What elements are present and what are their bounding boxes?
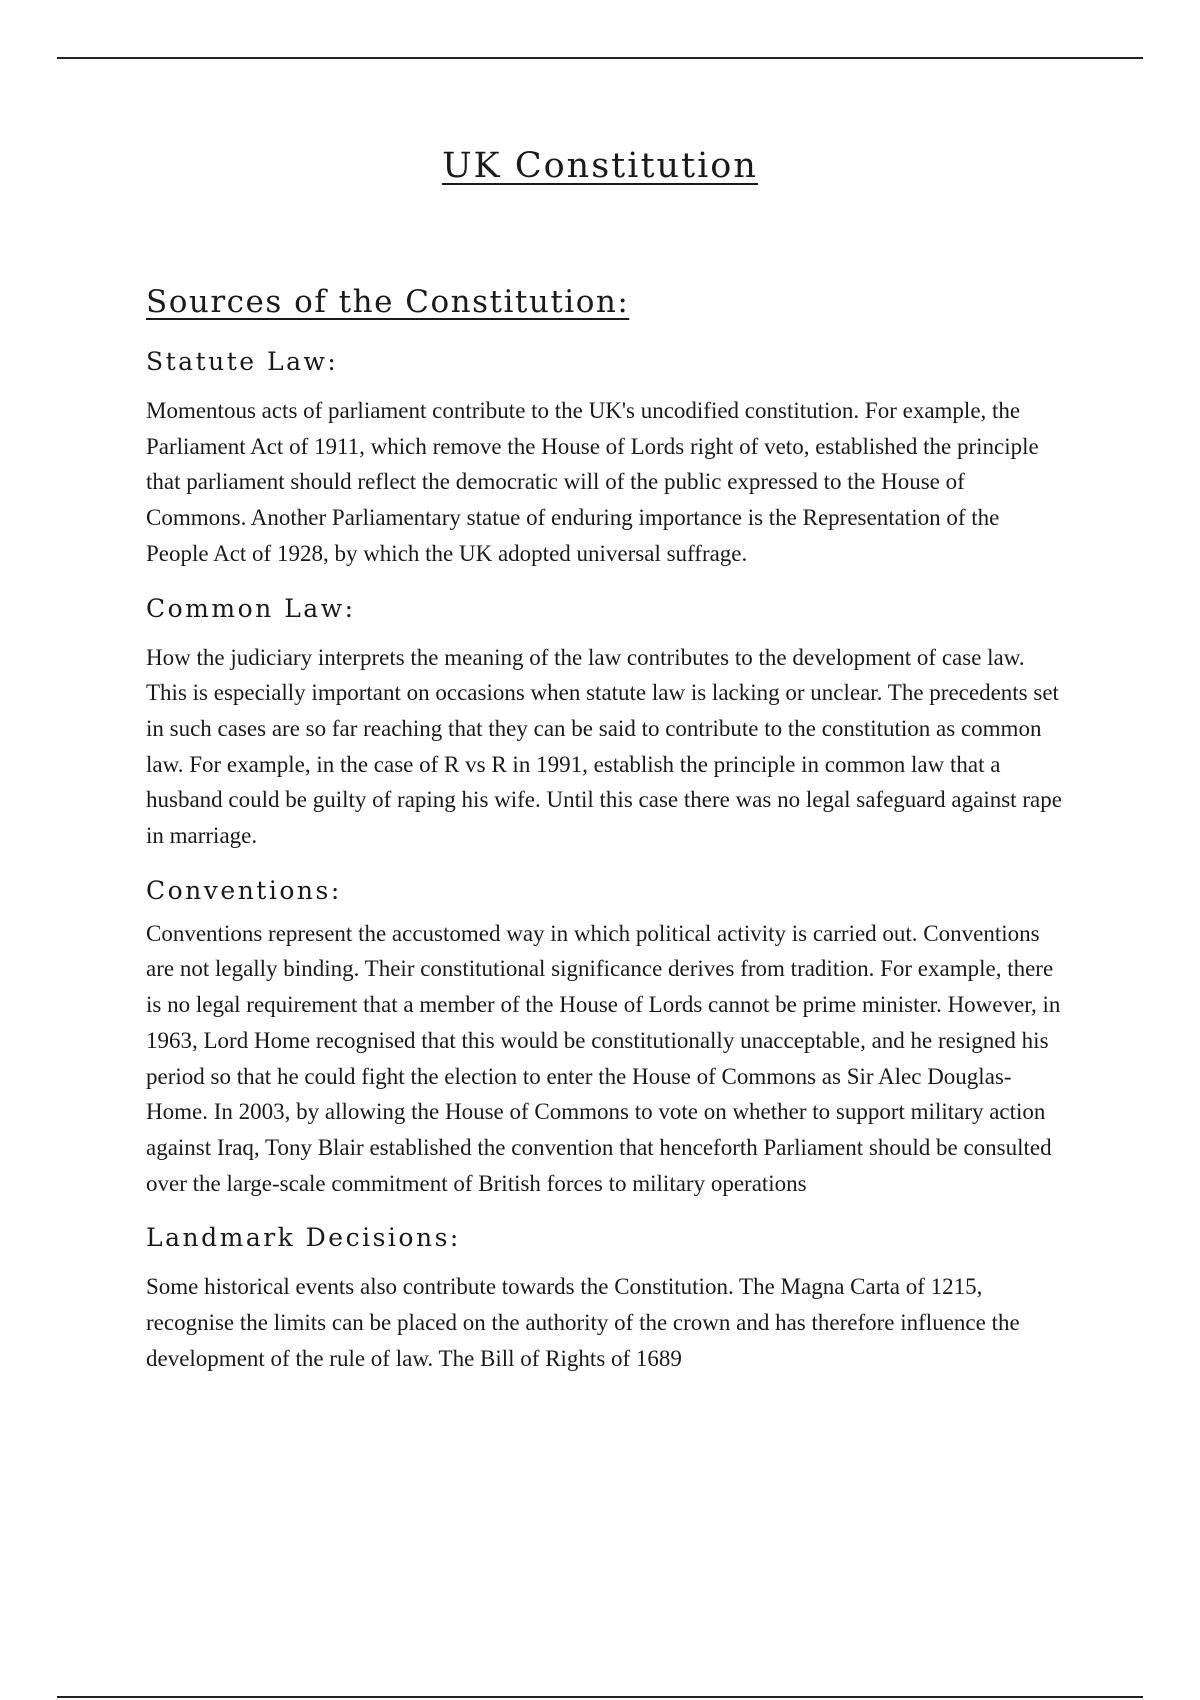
top-rule [57,57,1143,59]
subheading-statute-law: Statute Law: [146,347,339,376]
document-title-text: UK Constitution [442,146,758,186]
paragraph-landmark-decisions: Some historical events also contribute towards the Constitution. The Magna Carta of 1215, recognise the limits can be placed on the authority of the crown and has therefore influence the development of the rule of law. The Bill of Rights of 1689 [146,1274,1020,1371]
section-heading [146,274,1066,330]
subheading-conventions: Conventions: [146,875,342,905]
bottom-rule [57,1696,1143,1698]
document-body [146,274,1066,1394]
paragraph-common-law: How the judiciary interprets the meaning of the law contributes to the development of case law. This is especially important on occasions when statute law is lacking or unclear. The precedents set in such cases are so far reaching that they can be said to contribute to the constitution as common law. For example, in the case of R vs R in 1991, establish the principle in common law that a husband could be guilty of raping his wife. Until this case there was no legal safeguard against rape in marriage. [146,644,1062,849]
subheading-landmark-decisions: Landmark Decisions: [146,1223,461,1253]
paragraph-statute-law: Momentous acts of parliament contribute to the UK's uncodified constitution. For example, the Parliament Act of 1911, which remove the House of Lords right of veto, established the principle that parliament should reflect the democratic will of the public expressed to the House of Commons. Another Parliamentary statue of enduring importance is the Representation of the People Act of 1928, by which the UK adopted universal suffrage. [146,398,1039,566]
section-heading-text: Sources of the Constitution: [146,284,630,320]
document-title [0,140,1200,192]
subheading-common-law: Common Law: [146,593,356,623]
paragraph-conventions: Conventions represent the accustomed way in which political activity is carried out. Conventions are not legally binding. Their constitutional significance derives from tradition. For example, there is no legal requirement that a member of the House of Lords cannot be prime minister. However, in 1963, Lord Home recognised that this would be constitutionally unacceptable, and he resigned his period so that he could fight the election to enter the House of Commons as Sir Alec Douglas-Home. In 2003, by allowing the House of Commons to vote on whether to support military action against Iraq, Tony Blair established the convention that henceforth Parliament should be consulted over the large-scale commitment of British forces to military operations [146,920,1061,1196]
